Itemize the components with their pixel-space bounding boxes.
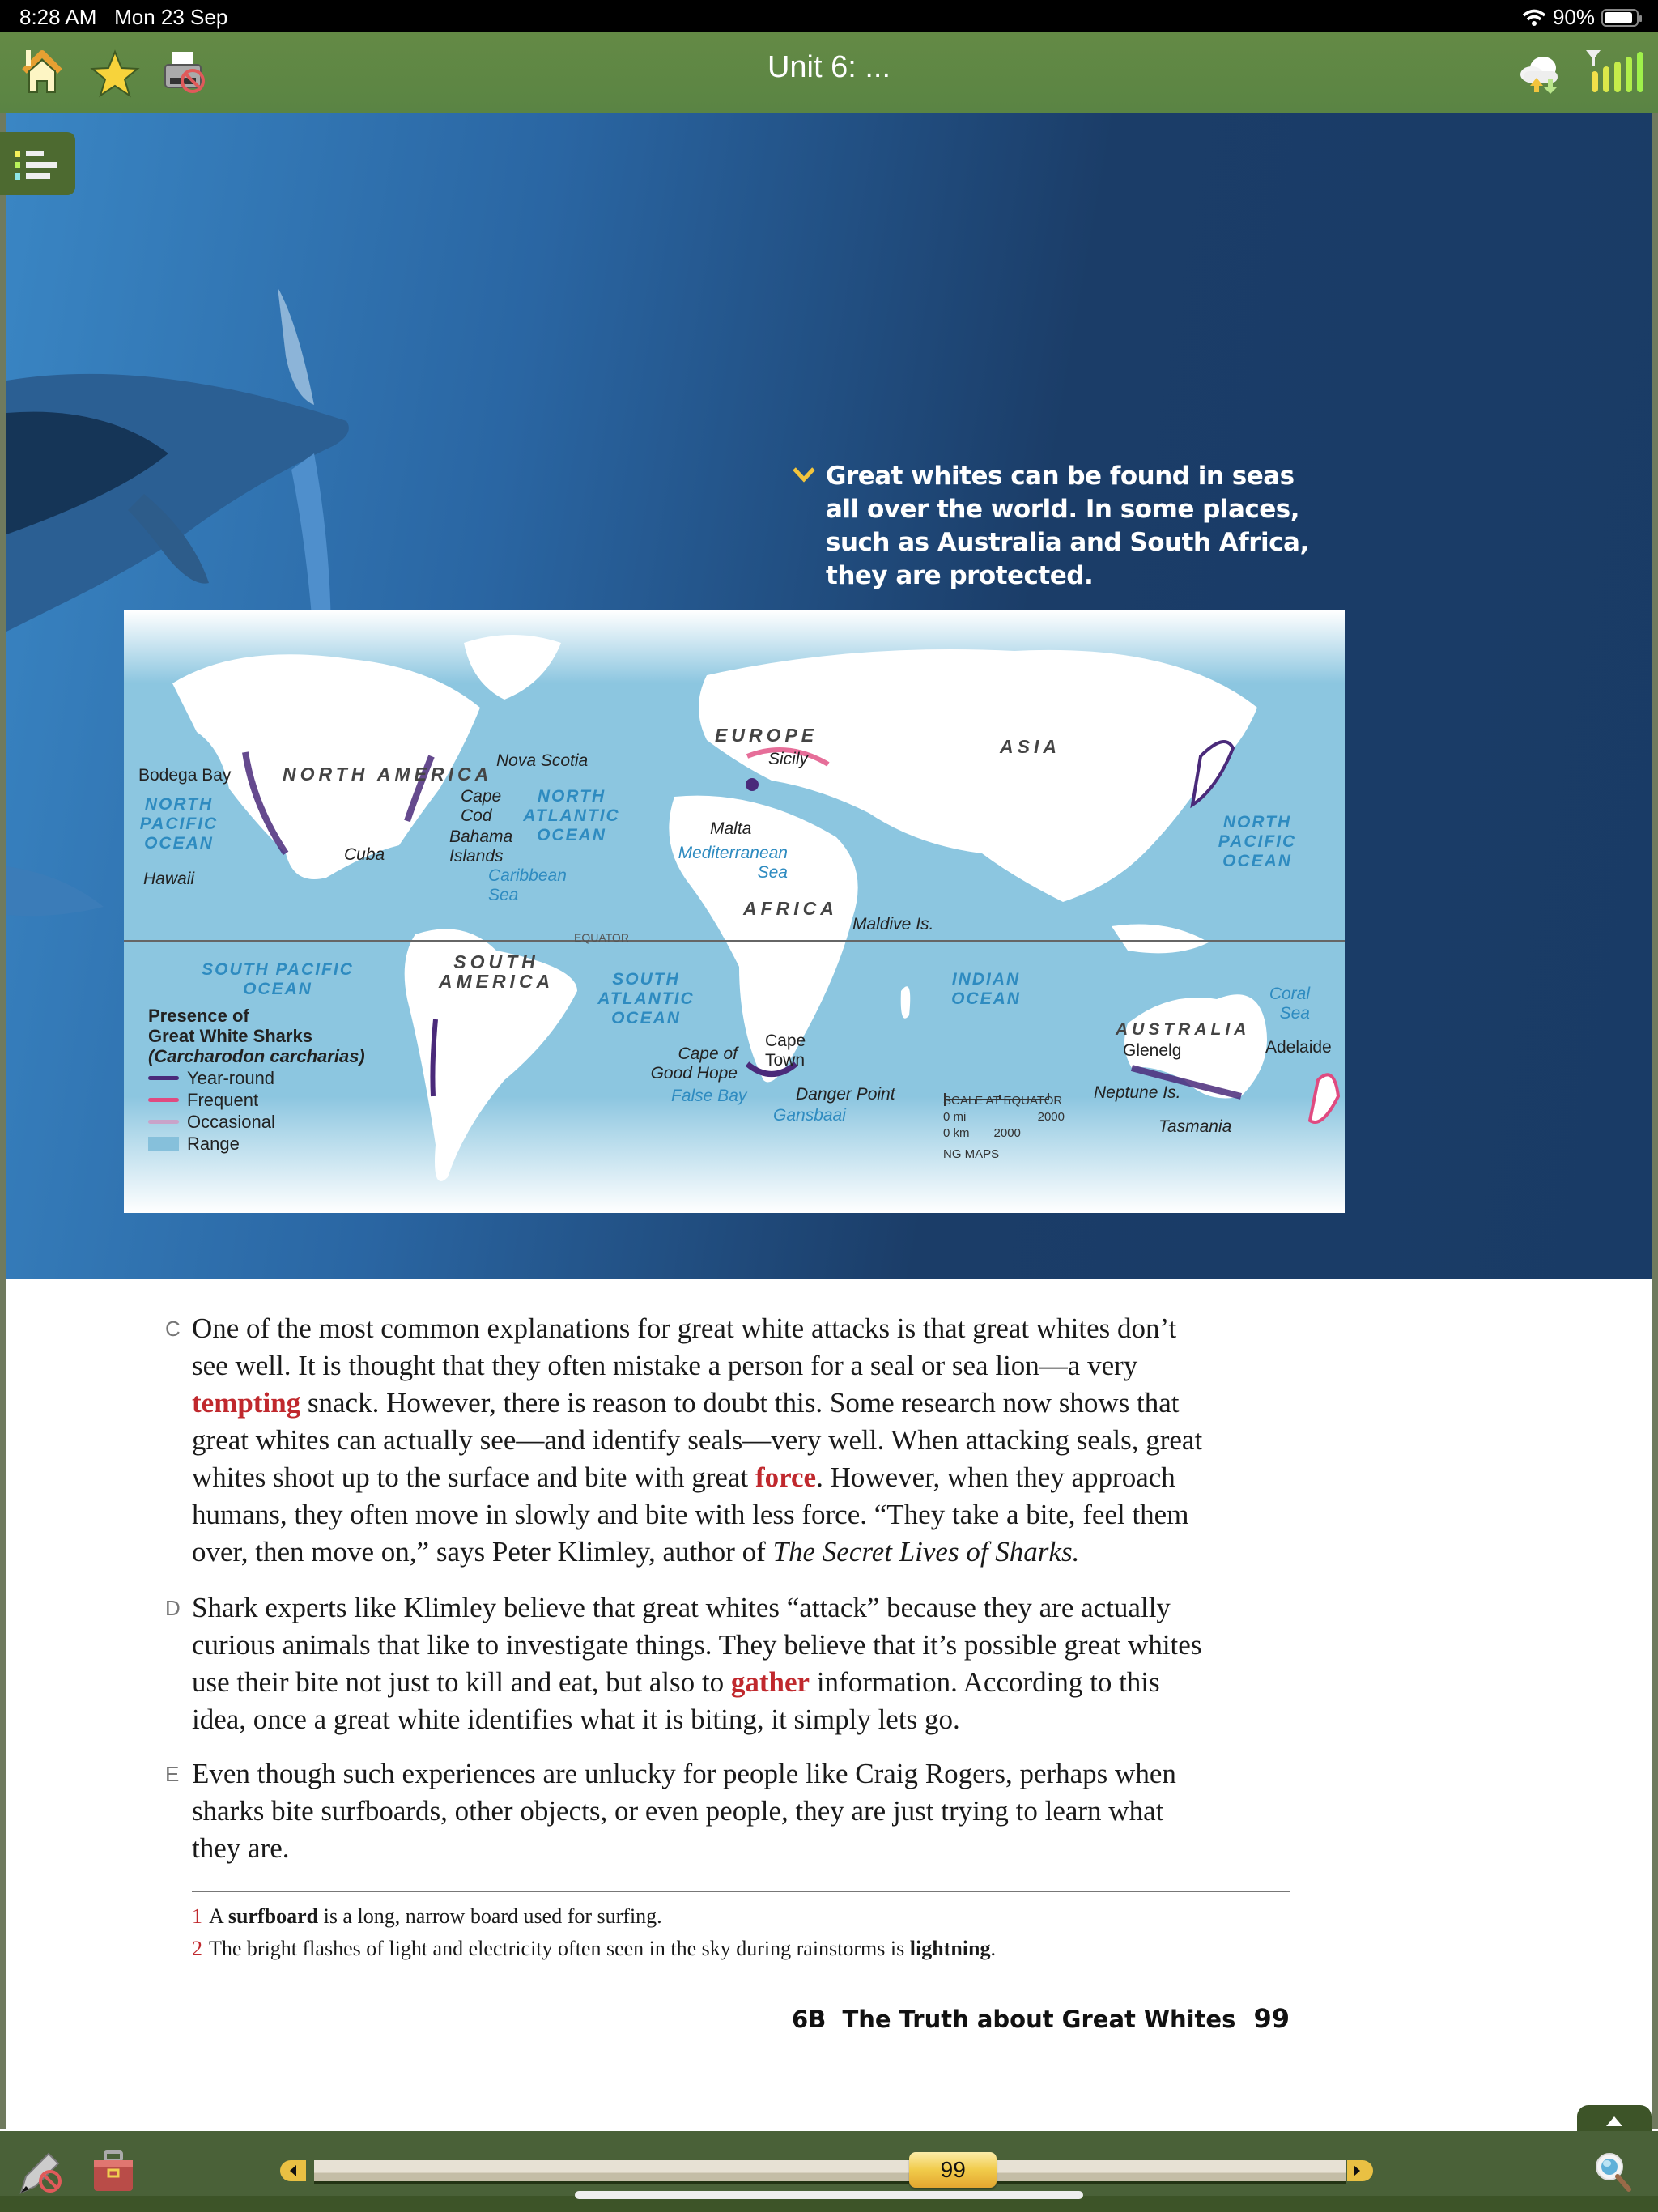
map-scale <box>943 1093 1065 1163</box>
text-span: humans, they often move in slowly and bite with less force. “They take a bite, feel them <box>192 1499 1189 1530</box>
scale-km-start: 0 km <box>943 1126 970 1140</box>
text-span: Even though such experiences are unlucky for people like Craig Rogers, perhaps when <box>192 1758 1176 1789</box>
label-south-pacific: SOUTH PACIFIC OCEAN <box>202 960 354 998</box>
text-line <box>192 1793 1285 1830</box>
label-danger-point: Danger Point <box>796 1085 895 1104</box>
text-line <box>192 1496 1285 1534</box>
text-span: Shark experts like Klimley believe that great whites “attack” because they are actually <box>192 1592 1171 1623</box>
page-slider-track[interactable] <box>314 2160 1346 2184</box>
legend-title-1: Presence of <box>148 1006 249 1026</box>
scale-title: SCALE AT EQUATOR <box>943 1094 1063 1108</box>
legend-swatch <box>148 1076 179 1080</box>
previous-page-button[interactable] <box>280 2160 306 2181</box>
page-edge-left <box>0 113 6 2129</box>
book-title: The Secret Lives of Sharks. <box>772 1536 1080 1568</box>
paragraph-letter: D <box>165 1596 181 1620</box>
text-line <box>192 1534 1285 1571</box>
paragraph <box>192 1310 1285 1571</box>
status-bar <box>0 0 1658 32</box>
text-span: great whites can actually see—and identify seals—very well. When attacking seals, great <box>192 1424 1203 1456</box>
legend-label: Range <box>187 1134 240 1154</box>
text-span: . However, when they approach <box>816 1461 1175 1493</box>
label-cuba: Cuba <box>344 845 385 864</box>
text-span: whites shoot up to the surface and bite with great <box>192 1461 755 1493</box>
text-line <box>192 1830 1285 1867</box>
label-bodega-bay: Bodega Bay <box>138 766 232 785</box>
search-magnifier-icon[interactable] <box>1590 2149 1639 2197</box>
next-page-button[interactable] <box>1347 2160 1373 2181</box>
battery-percent: 90% <box>1552 5 1595 29</box>
vocab-word[interactable]: tempting <box>192 1387 301 1419</box>
footnote-term: lightning <box>909 1937 991 1960</box>
scale-bar <box>943 1093 1065 1108</box>
table-of-contents-button[interactable] <box>0 132 75 195</box>
page-slider-thumb[interactable]: 99 <box>909 2152 997 2188</box>
legend-title-3: (Carcharodon carcharias) <box>148 1046 365 1066</box>
expand-up-icon <box>1577 2105 1652 2133</box>
legend-item <box>148 1068 365 1088</box>
text-span: curious animals that like to investigate things. They believe that it’s possible great whites <box>192 1629 1202 1661</box>
text-line <box>192 1422 1285 1459</box>
paragraph-letter: E <box>165 1762 180 1786</box>
label-adelaide: Adelaide <box>1265 1038 1332 1057</box>
chevron-down-icon <box>792 465 816 484</box>
label-north-atlantic: NORTH ATLANTIC OCEAN <box>523 787 620 844</box>
battery-icon <box>1601 9 1639 27</box>
label-europe: EUROPE <box>715 725 818 746</box>
paragraph <box>192 1755 1285 1867</box>
label-tasmania: Tasmania <box>1158 1117 1232 1136</box>
footnote-number: 1 <box>192 1904 202 1928</box>
label-north-pacific-east: NORTH PACIFIC OCEAN <box>1218 813 1297 870</box>
status-right <box>1522 5 1639 30</box>
label-north-america: NORTH AMERICA <box>283 764 493 785</box>
text-line <box>192 1755 1285 1793</box>
label-mediterranean-sea: Mediterranean Sea <box>678 844 788 882</box>
label-coral-sea: Coral Sea <box>1269 985 1310 1023</box>
text-line <box>192 1701 1285 1738</box>
page-title: Unit 6: ... <box>767 50 891 84</box>
legend-item <box>148 1112 365 1132</box>
footnote-divider <box>192 1891 1290 1892</box>
label-cape-of-good-hope: Cape of Good Hope <box>650 1044 738 1083</box>
text-line <box>192 1589 1285 1627</box>
label-nova-scotia: Nova Scotia <box>496 751 589 770</box>
map-legend <box>148 1006 365 1154</box>
arrow-left-icon <box>280 2160 306 2181</box>
legend-item <box>148 1134 365 1154</box>
label-australia: AUSTRALIA <box>1116 1020 1251 1039</box>
wifi-icon <box>1522 9 1546 27</box>
label-south-america: SOUTH AMERICA <box>438 951 555 992</box>
legend-swatch <box>148 1120 179 1124</box>
label-false-bay: False Bay <box>671 1087 747 1105</box>
page-number: 99 <box>1253 2003 1290 2034</box>
map-credit: NG MAPS <box>943 1147 1000 1161</box>
footnote-term: surfboard <box>227 1904 319 1928</box>
legend-label: Occasional <box>187 1112 275 1132</box>
expand-up-button[interactable] <box>1577 2105 1652 2133</box>
label-indian-ocean: INDIAN OCEAN <box>951 970 1021 1008</box>
world-map <box>124 610 1345 1213</box>
top-toolbar <box>0 32 1658 113</box>
table-of-contents-icon <box>0 132 75 195</box>
arrow-right-icon <box>1347 2160 1373 2181</box>
label-malta: Malta <box>710 819 752 838</box>
text-span: snack. However, there is reason to doubt this. Some research now shows that <box>300 1387 1180 1419</box>
legend-swatch <box>148 1098 179 1102</box>
map-caption: Great whites can be found in seas all over the world. In some places, such as Australia and South Africa, they are protected. <box>826 462 1309 590</box>
text-span: over, then move on,” says Peter Klimley, author of <box>192 1536 773 1568</box>
legend-swatch <box>148 1137 179 1151</box>
footnote-text: is a long, narrow board used for surfing. <box>318 1904 662 1928</box>
status-date: Mon 23 Sep <box>114 5 228 29</box>
home-indicator[interactable] <box>575 2191 1083 2199</box>
footnote-text: . <box>990 1937 996 1960</box>
label-north-pacific-west: NORTH PACIFIC OCEAN <box>139 795 219 853</box>
label-africa: AFRICA <box>743 898 838 919</box>
text-span: information. According to this <box>810 1666 1160 1698</box>
africa <box>669 796 857 1083</box>
toolbox-icon[interactable] <box>89 2147 138 2196</box>
label-caribbean-sea: Caribbean Sea <box>488 866 567 904</box>
text-line <box>192 1385 1285 1422</box>
label-bahama-islands: Bahama Islands <box>449 827 513 866</box>
label-maldive-islands: Maldive Is. <box>852 915 934 934</box>
legend-item <box>148 1090 365 1110</box>
paragraph <box>192 1589 1285 1738</box>
status-time-date <box>19 5 227 30</box>
signal-filter-icon[interactable] <box>1583 47 1647 99</box>
label-equator: EQUATOR <box>574 931 629 944</box>
footnote <box>192 1937 996 1961</box>
text-span: idea, once a great white identifies what it is biting, it simply lets go. <box>192 1704 960 1735</box>
cloud-sync-icon[interactable] <box>1512 47 1569 99</box>
status-time: 8:28 AM <box>19 5 97 29</box>
vocab-word[interactable]: gather <box>730 1666 810 1698</box>
label-neptune-islands: Neptune Is. <box>1094 1083 1181 1102</box>
running-footer <box>792 2003 1290 2034</box>
vocab-word[interactable]: force <box>755 1461 817 1493</box>
footnote-text: The bright flashes of light and electricity often seen in the sky during rainstorms is <box>209 1937 910 1960</box>
legend-label: Frequent <box>187 1090 259 1110</box>
text-span: One of the most common explanations for great white attacks is that great whites don’t <box>192 1312 1177 1344</box>
footnote-number: 2 <box>192 1937 202 1960</box>
label-cape-cod: Cape Cod <box>461 787 502 825</box>
label-gansbaai: Gansbaai <box>773 1106 846 1125</box>
label-cape-town: Cape Town <box>765 1032 806 1070</box>
label-south-atlantic: SOUTH ATLANTIC OCEAN <box>597 970 695 1027</box>
scale-mi-end: 2000 <box>1037 1110 1065 1124</box>
annotate-disabled-icon[interactable] <box>15 2146 66 2197</box>
text-span: sharks bite surfboards, other objects, or even people, they are just trying to learn what <box>192 1795 1164 1827</box>
text-span: they are. <box>192 1832 290 1864</box>
page-edge-right <box>1652 113 1658 2129</box>
label-hawaii: Hawaii <box>143 870 195 888</box>
text-line <box>192 1347 1285 1385</box>
text-line <box>192 1627 1285 1664</box>
label-sicily: Sicily <box>768 750 809 768</box>
scale-km-end: 2000 <box>993 1126 1021 1140</box>
battery-fill <box>1605 12 1632 23</box>
legend-title-2: Great White Sharks <box>148 1026 312 1046</box>
footnote <box>192 1904 662 1929</box>
scale-mi-start: 0 mi <box>943 1110 967 1124</box>
text-line <box>192 1310 1285 1347</box>
legend-label: Year-round <box>187 1068 275 1088</box>
label-asia: ASIA <box>1000 736 1061 757</box>
text-line <box>192 1459 1285 1496</box>
paragraph-letter: C <box>165 1317 181 1341</box>
label-glenelg: Glenelg <box>1123 1041 1182 1060</box>
footnote-text: A <box>209 1904 228 1928</box>
text-line <box>192 1664 1285 1701</box>
text-span: see well. It is thought that they often mistake a person for a seal or sea lion—a very <box>192 1350 1138 1381</box>
chapter-title: 6B The Truth about Great Whites <box>792 2006 1236 2033</box>
text-span: use their bite not just to kill and eat, but also to <box>192 1666 731 1698</box>
